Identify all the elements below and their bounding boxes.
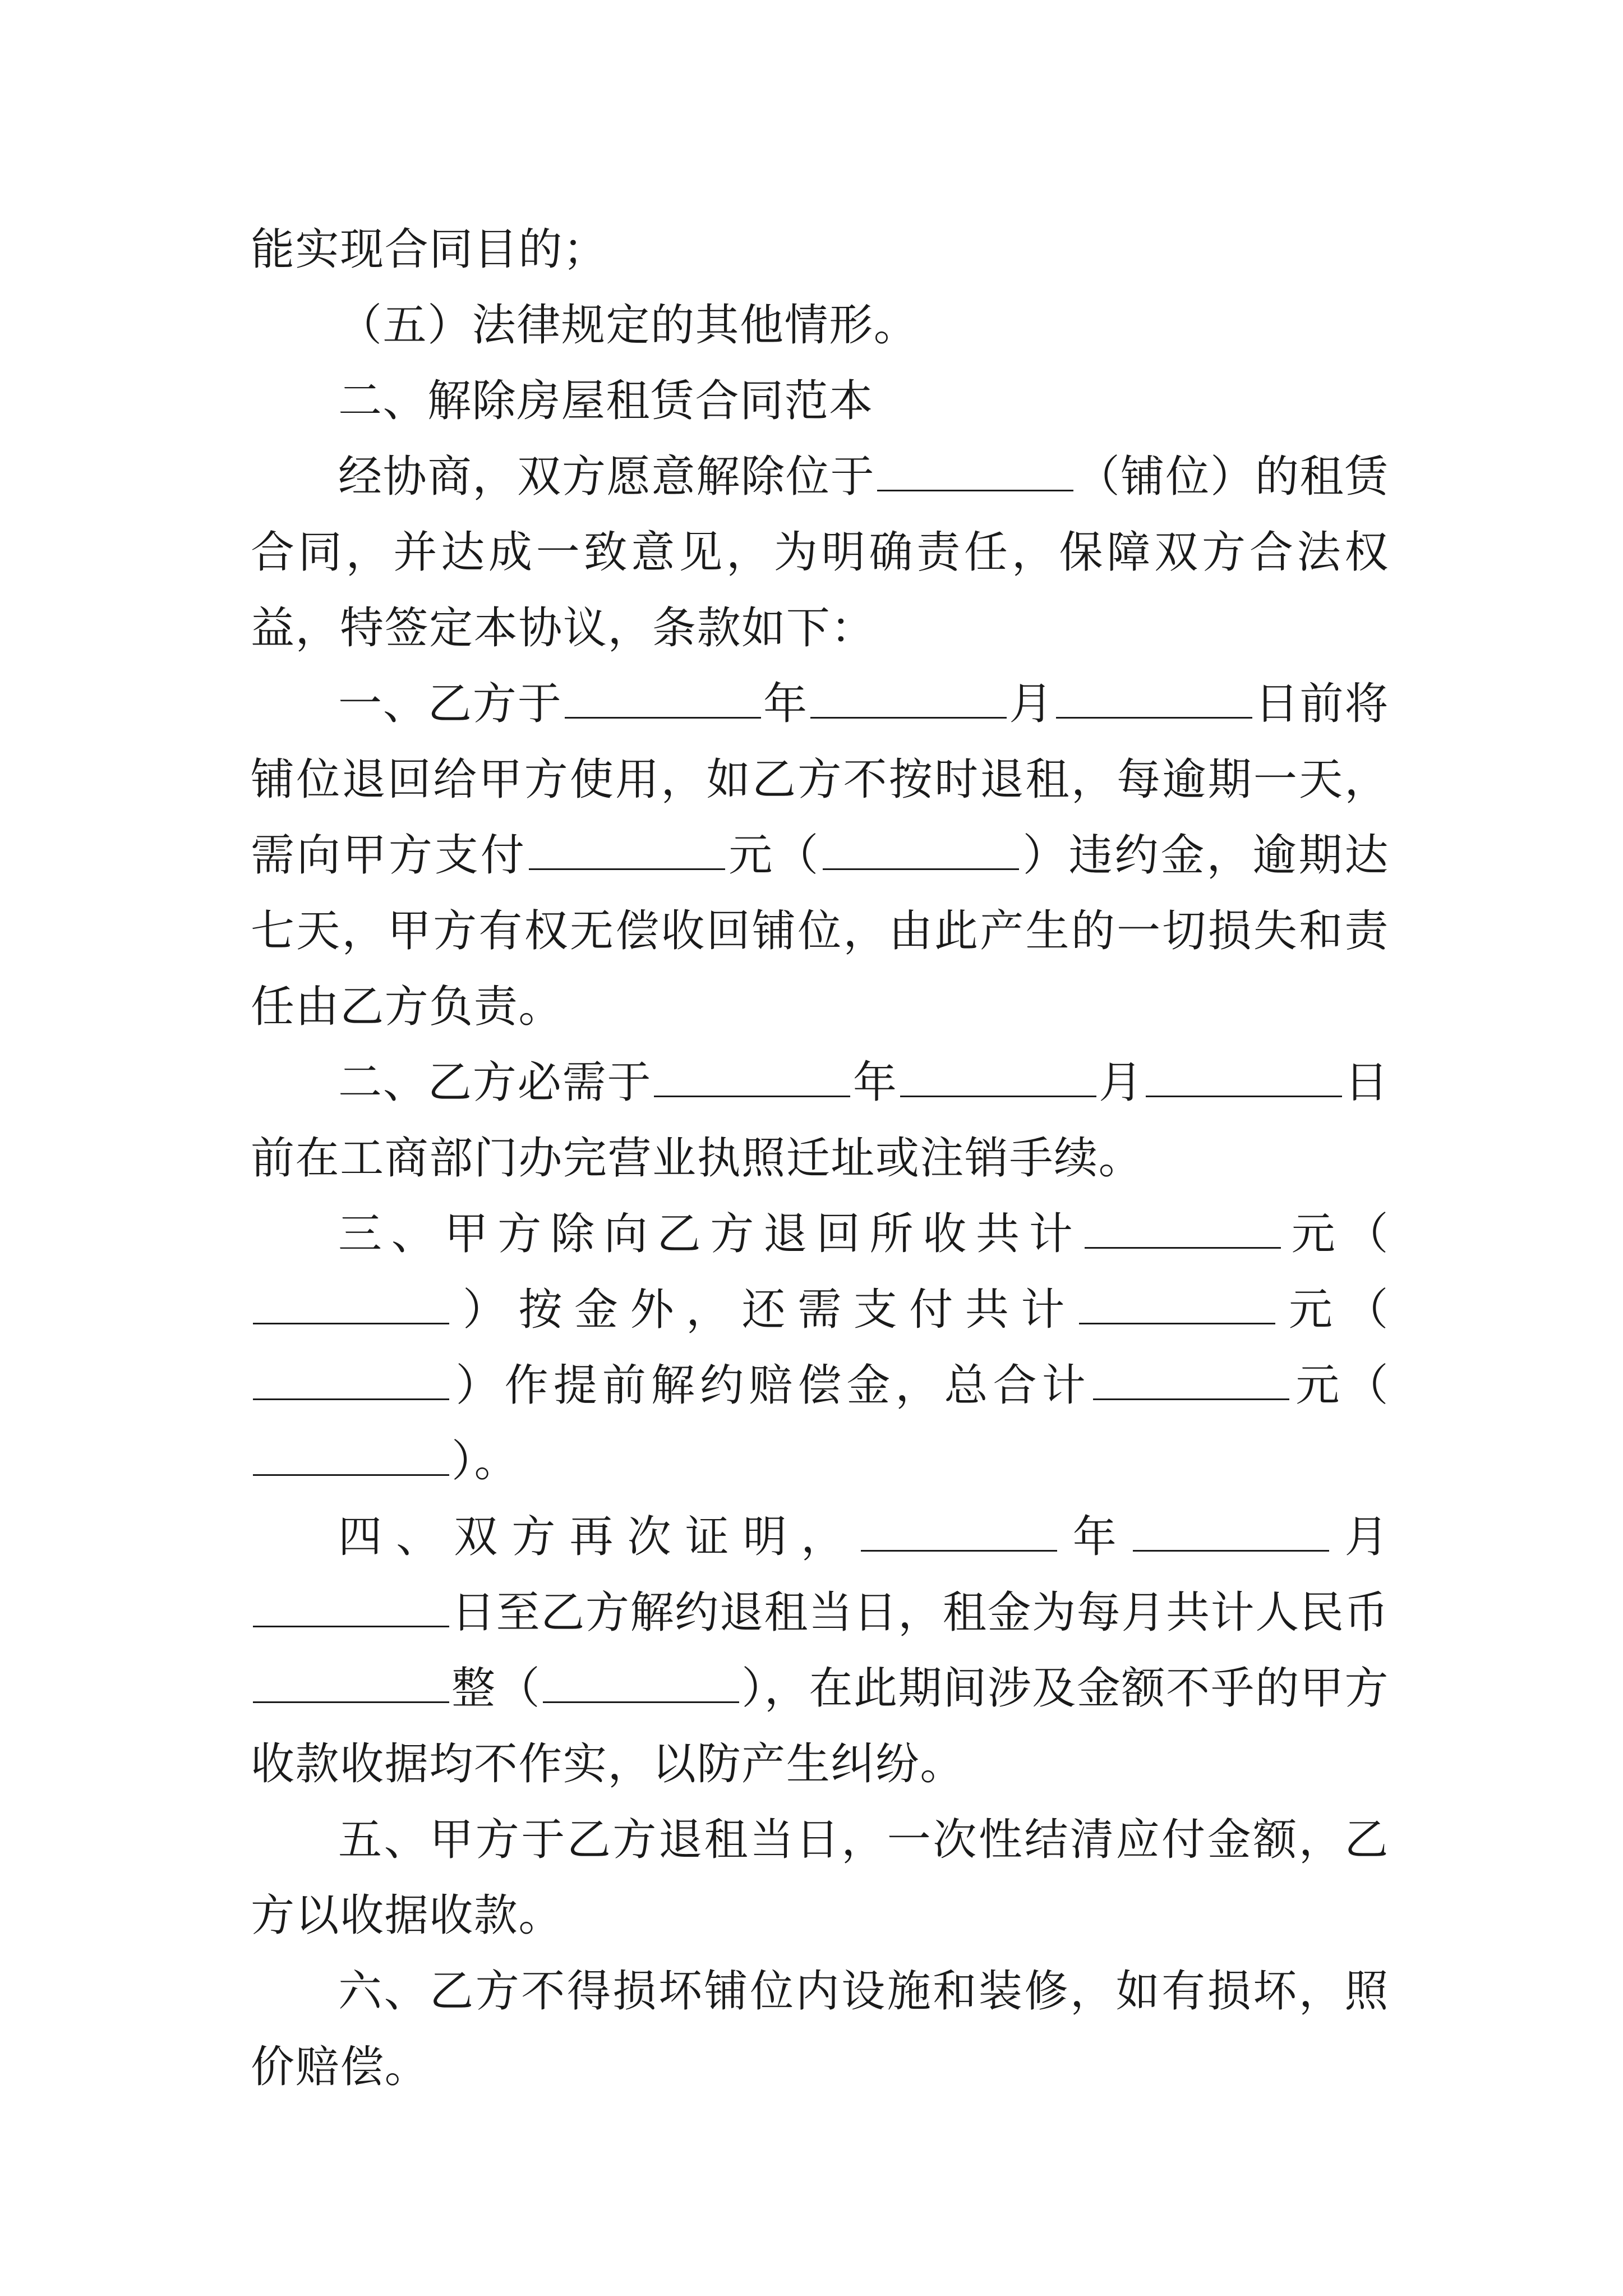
- fill-blank-year[interactable]: [565, 680, 761, 719]
- text: 日至乙方解约退租当日，租金为每月共计人民币: [451, 1588, 1389, 1638]
- heading-text: 二、解除房屋租赁合同范本: [338, 376, 874, 426]
- fill-blank-rent[interactable]: [253, 1664, 449, 1703]
- fill-blank-year[interactable]: [861, 1513, 1057, 1552]
- fill-blank-day[interactable]: [253, 1589, 449, 1627]
- clause-5: [251, 1802, 1389, 1954]
- fill-blank-location[interactable]: [877, 453, 1073, 491]
- text: 月: [1008, 679, 1054, 729]
- text: ），在此期间涉及金额不乎的甲方收款收据均不作实，以防产生纠纷。: [251, 1663, 1389, 1789]
- fill-blank-month[interactable]: [900, 1059, 1096, 1097]
- fill-blank-month[interactable]: [1133, 1513, 1329, 1552]
- section-heading: [251, 364, 1389, 439]
- text: 四、双方再次证明，: [338, 1512, 859, 1562]
- paragraph-text: 五、甲方于乙方退租当日，一次性结清应付金额，乙方以收据收款。: [251, 1815, 1389, 1941]
- text: 日前将铺位退回给甲方使用，如乙方不按时退租，每逾期一天，需向甲方支付: [251, 679, 1389, 881]
- fill-blank-total-words[interactable]: [253, 1437, 449, 1476]
- clause-6: [251, 1954, 1389, 2105]
- text: 元（: [727, 830, 821, 881]
- text: 三、甲方除向乙方退回所收共计: [338, 1209, 1082, 1259]
- fill-blank-deposit-words[interactable]: [253, 1286, 449, 1324]
- fill-blank-deposit[interactable]: [1085, 1210, 1281, 1249]
- text: ）作提前解约赔偿金，总合计: [451, 1360, 1091, 1411]
- text: ）按金外，还需支付共计: [451, 1285, 1077, 1335]
- paragraph-continued: [251, 212, 1389, 288]
- clause-1: [251, 666, 1389, 1045]
- fill-blank-compensation-words[interactable]: [253, 1361, 449, 1400]
- text: 元（: [1291, 1360, 1390, 1411]
- clause-2: [251, 1045, 1389, 1197]
- document-body: [251, 212, 1389, 2105]
- text: 月: [1331, 1512, 1390, 1562]
- text: 经协商，双方愿意解除位于: [338, 452, 875, 502]
- fill-blank-rent-words[interactable]: [543, 1664, 739, 1703]
- fill-blank-amount-words[interactable]: [823, 831, 1019, 870]
- text: 二、乙方必需于: [338, 1057, 652, 1108]
- clause-3: [251, 1197, 1389, 1499]
- text: 元（: [1277, 1285, 1389, 1335]
- fill-blank-month[interactable]: [810, 680, 1007, 719]
- fill-blank-day[interactable]: [1146, 1059, 1342, 1097]
- fill-blank-compensation[interactable]: [1079, 1286, 1275, 1324]
- text: 年: [763, 679, 808, 729]
- text: 月: [1098, 1057, 1144, 1108]
- text: ）违约金，逾期达七天，甲方有权无偿收回铺位，由此产生的一切损失和责任由乙方负责。: [251, 830, 1389, 1032]
- text: 一、乙方于: [338, 679, 562, 729]
- paragraph-text: 能实现合同目的；: [251, 224, 608, 275]
- text: （铺位）的租赁合同，并达成一致意见，为明确责任，保障双方合法权益，特签定本协议，条款如下：: [251, 452, 1389, 654]
- clause-4: [251, 1499, 1389, 1802]
- fill-blank-day[interactable]: [1056, 680, 1252, 719]
- text: 整（: [451, 1663, 541, 1714]
- text: 元（: [1283, 1209, 1389, 1259]
- text: 日前在工商部门办完营业执照迁址或注销手续。: [251, 1057, 1390, 1184]
- text: 年: [852, 1057, 898, 1108]
- text: ）。: [451, 1436, 519, 1487]
- paragraph-item-5: [251, 288, 1389, 364]
- paragraph-text: 六、乙方不得损坏铺位内设施和装修，如有损坏，照价赔偿。: [251, 1966, 1389, 2092]
- fill-blank-amount[interactable]: [529, 831, 725, 870]
- fill-blank-year[interactable]: [654, 1059, 850, 1097]
- paragraph-intro: [251, 439, 1389, 666]
- fill-blank-total[interactable]: [1093, 1361, 1289, 1400]
- paragraph-text: （五）法律规定的其他情形。: [338, 300, 919, 351]
- text: 年: [1059, 1512, 1131, 1562]
